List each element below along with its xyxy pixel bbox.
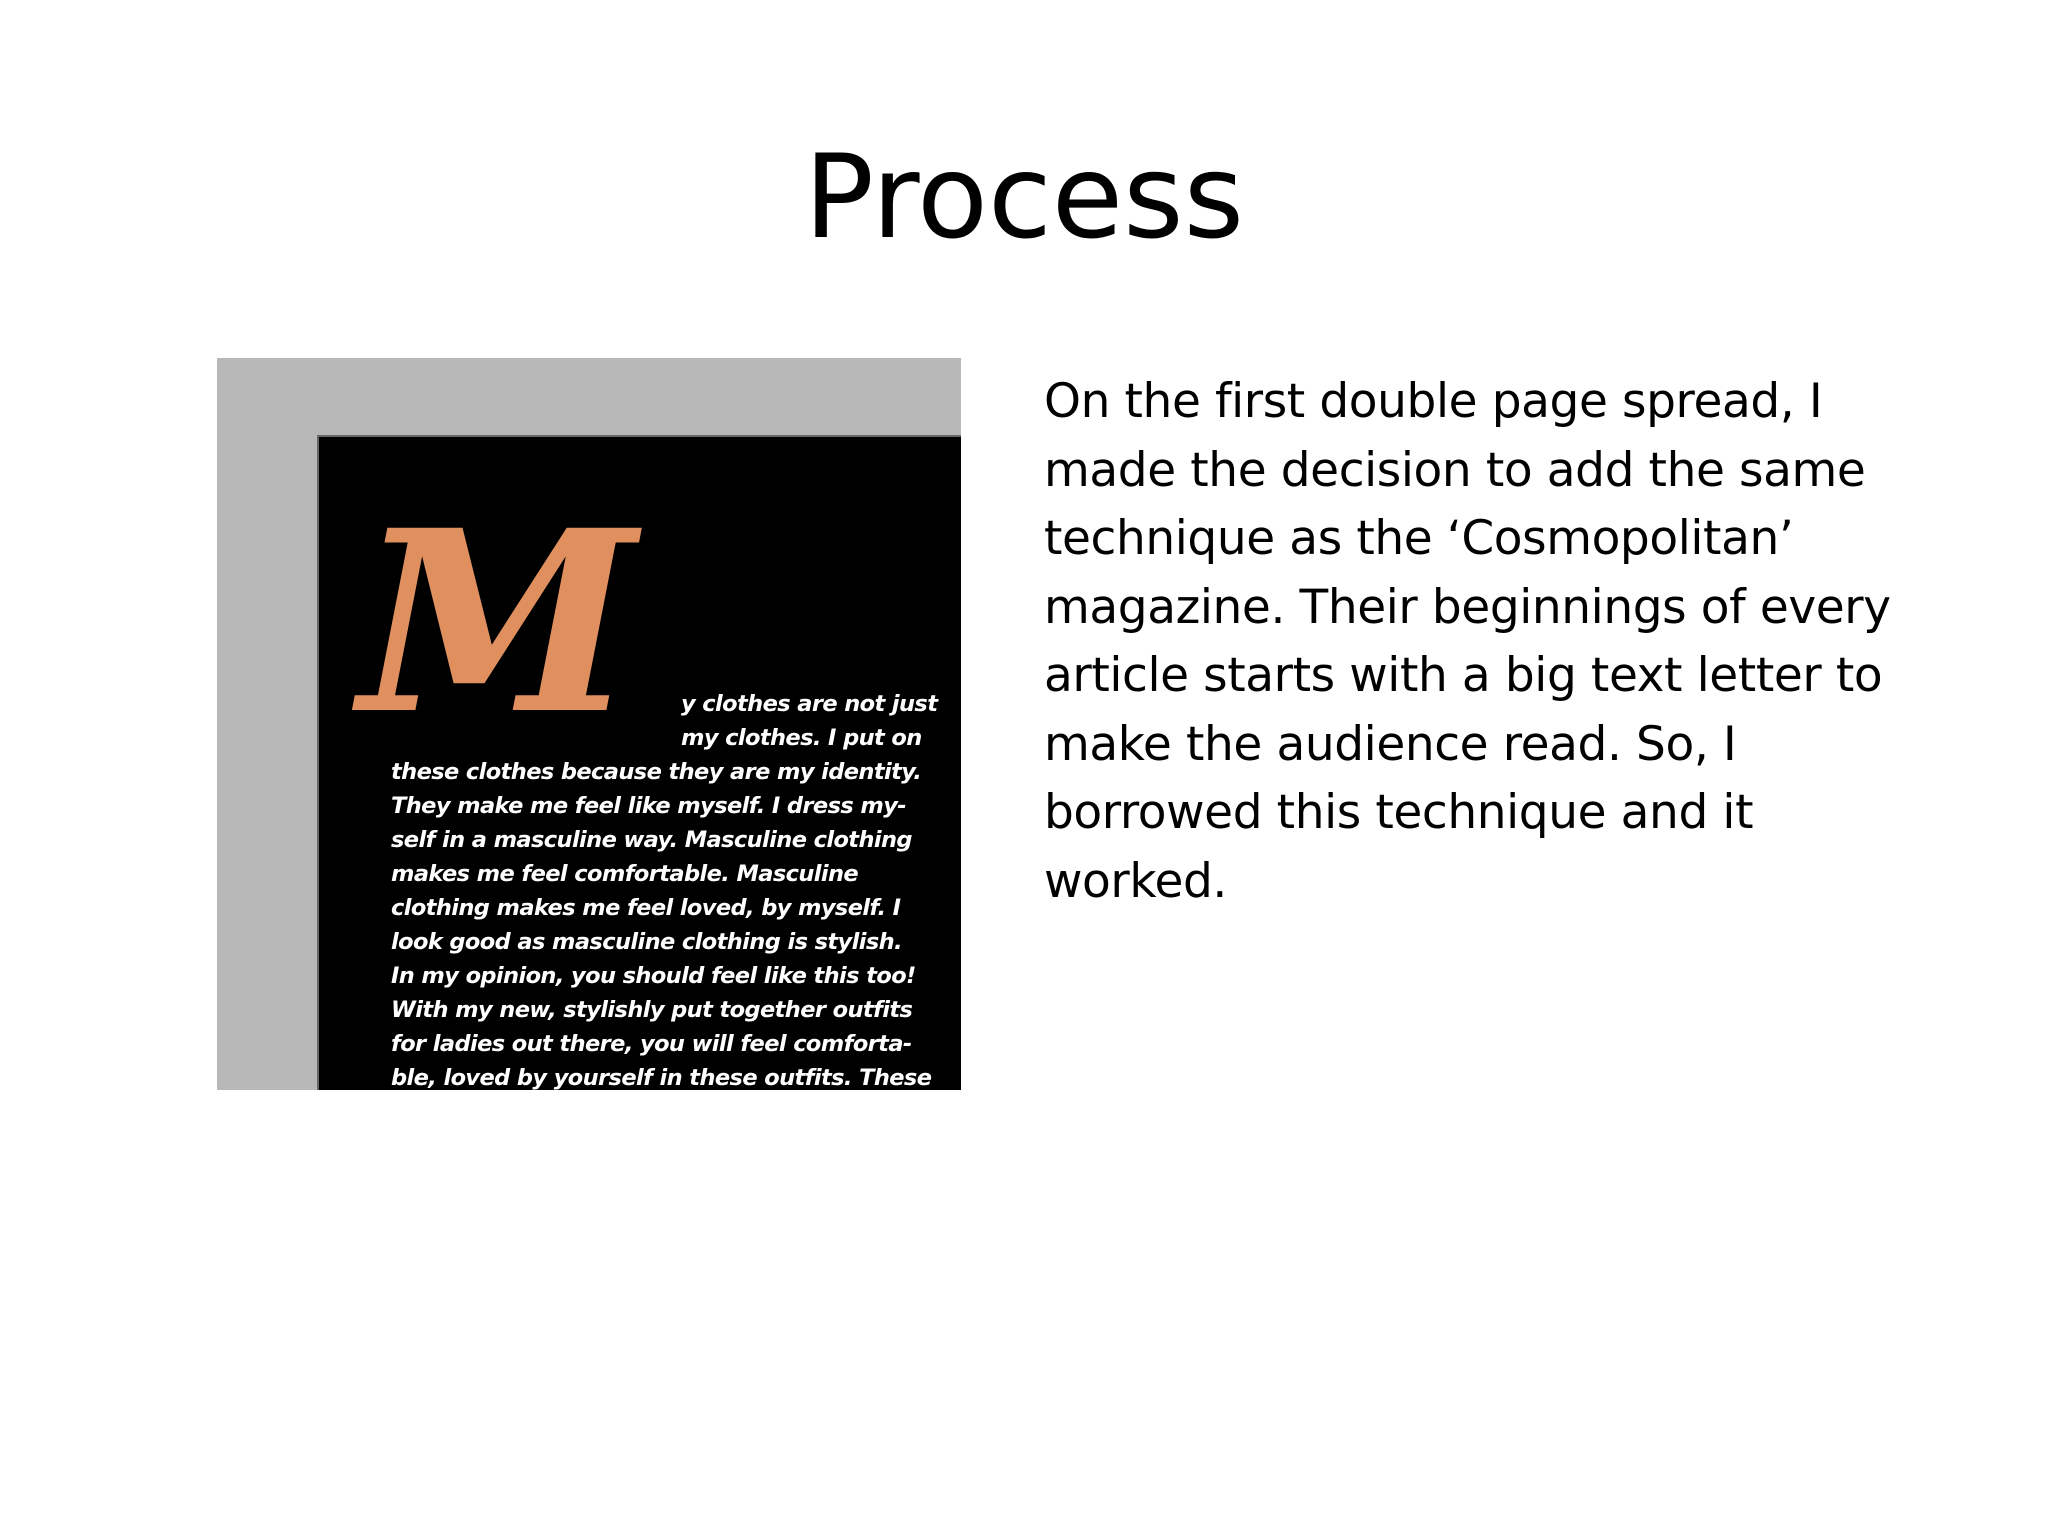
body-line: make the audience read. So, I xyxy=(1044,716,1737,772)
article-line: these clothes because they are my identity. xyxy=(391,759,922,785)
article-line: makes me feel comfortable. Masculine xyxy=(391,861,859,887)
body-line: technique as the ‘Cosmopolitan’ xyxy=(1044,511,1794,566)
body-line: worked. xyxy=(1044,853,1227,909)
drop-cap-letter: M xyxy=(359,475,636,769)
article-line: With my new, stylishly put together outfits xyxy=(391,997,913,1023)
article-line: for ladies out there, you will feel comforta- xyxy=(391,1031,912,1057)
article-line: ble, loved by yourself in these outfits. These xyxy=(391,1065,932,1090)
article-line: my clothes. I put on xyxy=(681,725,922,751)
article-line: self in a masculine way. Masculine clothing xyxy=(391,827,912,853)
article-text xyxy=(391,687,951,1090)
body-line: magazine. Their beginnings of every xyxy=(1044,579,1891,635)
article-line: y clothes are not just xyxy=(681,691,938,717)
slide-title: Process xyxy=(803,130,1245,265)
slide-body-text xyxy=(1044,368,1944,916)
article-line: In my opinion, you should feel like this too! xyxy=(391,963,916,989)
article-line: clothing makes me feel loved, by myself. I xyxy=(391,895,901,921)
body-line: made the decision to add the same xyxy=(1044,442,1866,498)
article-line: look good as masculine clothing is stylish. xyxy=(391,929,902,955)
body-line: On the first double page spread, I xyxy=(1044,374,1823,429)
magazine-page-screenshot xyxy=(217,358,961,1090)
body-line: borrowed this technique and it xyxy=(1044,785,1754,840)
article-line: They make me feel like myself. I dress my- xyxy=(391,793,907,819)
magazine-spread xyxy=(317,435,961,1090)
body-line: article starts with a big text letter to xyxy=(1044,648,1883,703)
